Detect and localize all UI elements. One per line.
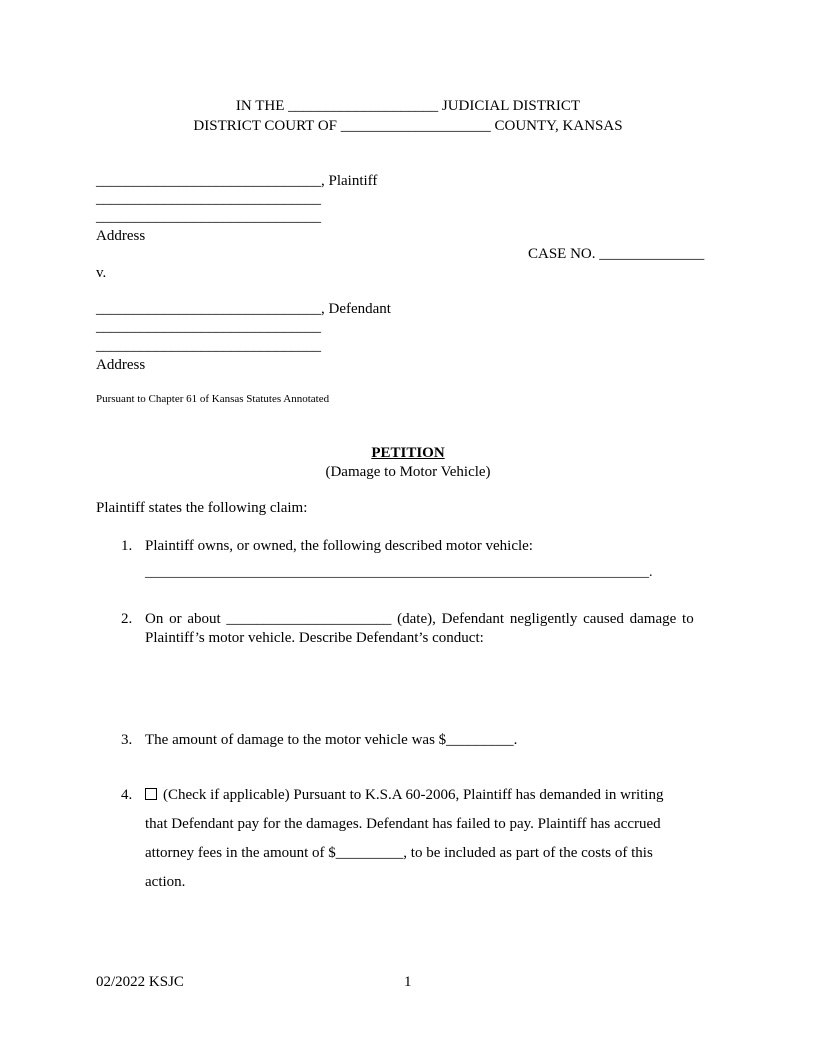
item-2-line-1: On or about ______________________ (date), Defendant negligently caused damage to (145, 611, 694, 627)
caption-line-2: DISTRICT COURT OF ____________________ COUNTY, KANSAS (193, 118, 623, 134)
plaintiff-line-2: ______________________________ (96, 191, 321, 207)
applicable-checkbox[interactable] (145, 788, 157, 800)
defendant-name-line: ______________________________, Defendant (96, 301, 391, 317)
item-1-blank: ________________________________________________________________________. (145, 565, 653, 580)
plaintiff-line-3: ______________________________ (96, 209, 321, 225)
item-1-text: Plaintiff owns, or owned, the following described motor vehicle: (145, 538, 533, 554)
item-4-number: 4. (121, 787, 133, 803)
versus: v. (96, 265, 107, 281)
plaintiff-name-line: ______________________________, Plaintiff (96, 173, 378, 189)
item-4-line-1-wrap (145, 786, 663, 804)
statute-note: Pursuant to Chapter 61 of Kansas Statutes Annotated (96, 393, 330, 405)
item-4-line-4: action. (145, 874, 186, 890)
case-number: CASE NO. ______________ (528, 246, 705, 262)
defendant-line-2: ______________________________ (96, 319, 321, 335)
defendant-line-3: ______________________________ (96, 338, 321, 354)
item-4-line-2: that Defendant pay for the damages. Defendant has failed to pay. Plaintiff has accrued (145, 816, 661, 832)
item-1-number: 1. (121, 538, 133, 554)
item-3-text: The amount of damage to the motor vehicle was $_________. (145, 732, 518, 748)
item-2-number: 2. (121, 611, 133, 627)
footer-page-number: 1 (404, 974, 412, 990)
footer-form-id: 02/2022 KSJC (96, 974, 184, 990)
caption-line-1: IN THE ____________________ JUDICIAL DISTRICT (235, 98, 581, 114)
item-2-line-2: Plaintiff’s motor vehicle. Describe Defendant’s conduct: (145, 630, 484, 646)
item-4-line-1: (Check if applicable) Pursuant to K.S.A 60-2006, Plaintiff has demanded in writing (163, 787, 664, 803)
plaintiff-address-label: Address (96, 228, 146, 244)
item-4-line-3: attorney fees in the amount of $_________, to be included as part of the costs of this (145, 845, 653, 861)
defendant-address-label: Address (96, 357, 146, 373)
item-3-number: 3. (121, 732, 133, 748)
petition-subtitle: (Damage to Motor Vehicle) (325, 464, 491, 480)
intro-text: Plaintiff states the following claim: (96, 500, 308, 516)
petition-title: PETITION (371, 445, 445, 461)
